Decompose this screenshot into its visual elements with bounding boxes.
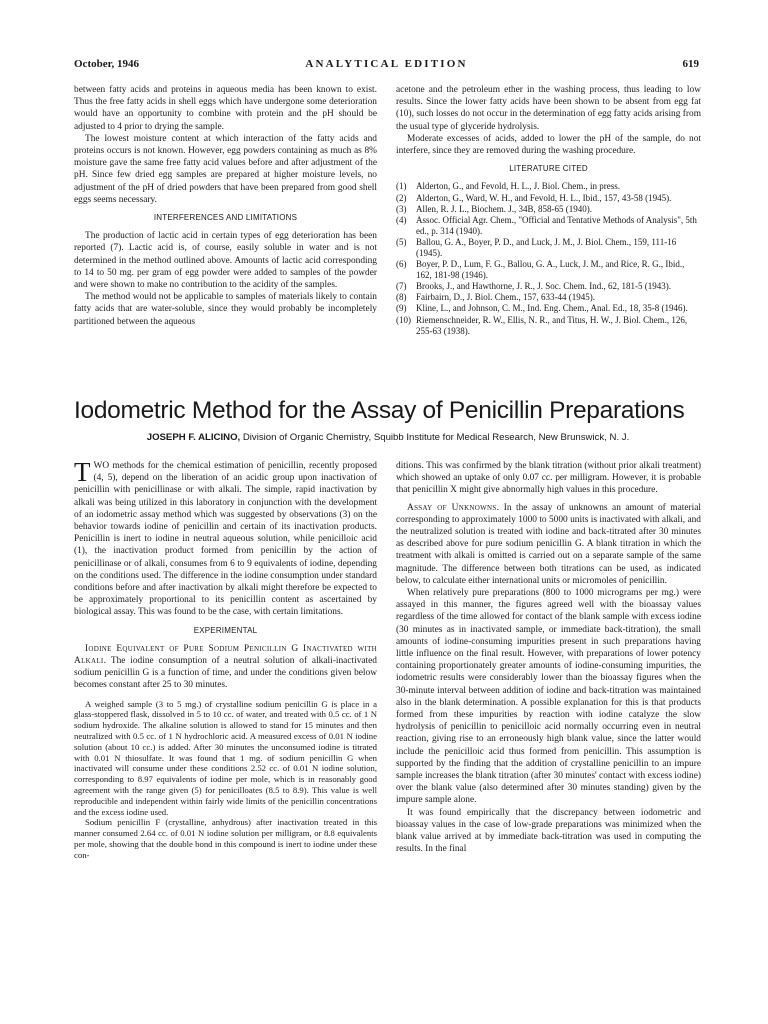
reference-text: Alderton, G., and Fevold, H. L., J. Biol. Chem., in press.: [416, 181, 620, 192]
reference-text: Riemenschneider, R. W., Ellis, N. R., and Titus, H. W., J. Biol. Chem., 126, 255-63 (1938).: [416, 314, 688, 336]
paragraph-iodine-equivalent: [74, 643, 377, 692]
run-in-heading: Assay of Unknowns.: [407, 502, 500, 513]
header-journal: ANALYTICAL EDITION: [305, 58, 468, 70]
reference-text: Boyer, P. D., Lum, F. G., Ballou, G. A., Luck, J. M., and Rice, R. G., Ibid., 162, 181-98 (1946).: [416, 259, 685, 281]
section-heading-interferences: INTERFERENCES AND LIMITATIONS: [153, 213, 298, 223]
paragraph: The lowest moisture content at which interaction of the fatty acids and proteins occurs is not known. However, egg powders containing as much as 8% moisture gave the same free fatty acid values before and after adjustment of the pH. Since few dried egg samples are prepared at higher moisture levels, no adjustment of the pH of dried powders that have been prepared from good shell eggs seems necessary.: [74, 133, 377, 205]
paragraph: When relatively pure preparations (800 to 1000 micrograms per mg.) were assayed in this manner, the figures agreed well with the bioassay values regardless of the time allowed for contact of the blank sample with excess iodine (30 minutes as in inactivated sample, or immediate back-titration), the small amounts of iodine-consuming impurities present in such preparations having little influence on the final result. However, with preparations of lower potency containing proportionately greater amounts of iodine-consuming impurities, the iodometric results were considerably lower than the bioassay figures when the 30-minute interval between addition of iodine and back-titration was maintained also in the blank determination. A possible explanation for this is that products formed from these impurities by reaction with iodine catalyze the slow hydrolysis of penicillin to penicilloic acid normally occurring even in neutral reaction, giving rise to an erroneously high blank value, since the latter would include the penicilloic acid thus formed from penicillin. This assumption is supported by the finding that the addition of crystalline penicillin to an impure sample increases the blank titration (after 30 minutes' contact with excess iodine) over the blank value (also determined after 30 minutes standing) given by the impure sample alone.: [396, 588, 701, 806]
reference-text: Kline, L., and Johnson, C. M., Ind. Eng. Chem., Anal. Ed., 18, 35-8 (1946).: [416, 303, 688, 314]
running-header: [74, 58, 699, 74]
paragraph: The method would not be applicable to samples of materials likely to contain fatty acids that are water-soluble, since they would probably be incompletely partitioned between the aqueous: [74, 292, 377, 327]
reference-item: [396, 315, 701, 337]
article-column-right: [396, 460, 701, 856]
reference-list: [396, 181, 701, 336]
reference-text: Allen, R. J. L., Biochem. J., 34B, 858-65 (1940).: [416, 203, 592, 214]
article-byline: [74, 432, 702, 443]
reference-item: [396, 292, 701, 303]
procedure-paragraph: A weighed sample (3 to 5 mg.) of crystalline sodium penicillin G is place in a glass-stoppered flask, dissolved in 5 to 10 cc. of water, and treated with 0.5 cc. of 1 N sodium hydroxide. The alkaline solution is allowed to stand for 15 minutes and then neutralized with 0.5 cc. of 1 N hydrochloric acid. A measured excess of 0.01 N iodine solution (about 10 cc.) is added. After 30 minutes the unconsumed iodine is titrated with 0.01 N thiosulfate. It was found that 1 mg. of sodium penicillin G when inactivated will consume under these conditions 2.52 cc. of 0.01 N iodine solution, corresponding to 8.97 equivalents of iodine per mole, which is in reasonably good agreement with the range given (5) for penicilloates (8.5 to 8.9). This value is well reproducible and independent within fairly wide limits of the penicillin concentrations and the excess iodine used.: [74, 698, 377, 817]
reference-item: [396, 281, 701, 292]
paragraph: acetone and the petroleum ether in the washing process, thus leading to low results. Since the lower fatty acids have been shown to be absent from egg fat (10), such losses do not occur in the determination of egg fatty acids arising from the usual type of glyceride hydrolysis.: [396, 85, 701, 132]
reference-number: (8): [396, 292, 407, 303]
section-heading-literature-cited: LITERATURE CITED: [509, 164, 588, 174]
paragraph-text: In the assay of unknowns an amount of material corresponding to approximately 1000 to 5000 units is inactivated with alkali, and the neutralized solution is treated with iodine and back-titrated after 30 minutes as described above for pure sodium penicillin G. A blank titration in which the treatment with alkali is omitted is carried out on a separate sample of the same magnitude. The difference between both titrations can be used, as indicated below, to calculate either international units or micromoles of penicillin.: [396, 502, 701, 586]
paragraph: The production of lactic acid in certain types of egg deterioration has been reported (7). Lactic acid is, of course, easily soluble in water and is not determined in the method outlined above. Amounts of lactic acid corresponding to 14 to 50 mg. per gram of egg powder were added to samples of the powder and were shown to make no contribution to the acidity of the samples.: [74, 231, 377, 291]
reference-item: [396, 237, 701, 259]
author-name: JOSEPH F. ALICINO,: [146, 432, 241, 443]
reference-item: [396, 204, 701, 215]
intro-paragraph: [74, 457, 377, 619]
prev-article-column-left: [74, 84, 377, 328]
paragraph-text: The iodine consumption of a neutral solution of alkali-inactivated sodium penicillin G is a function of time, and under the conditions given below becomes constant after 25 to 30 minutes.: [74, 656, 377, 691]
paragraph: Moderate excesses of acids, added to lower the pH of the sample, do not interfere, since they are removed during the washing procedure.: [396, 133, 701, 157]
reference-number: (9): [396, 303, 407, 314]
reference-text: Assoc. Official Agr. Chem., "Official and Tentative Methods of Analysis", 5th ed., p. 314 (1940).: [416, 214, 697, 236]
paragraph: It was found empirically that the discrepancy between iodometric and bioassay values in the case of low-grade preparations was minimized when the blank value arrived at by immediate back-titration was used in computing the results. In the final: [396, 807, 701, 855]
reference-number: (4): [396, 214, 407, 225]
header-date: October, 1946: [74, 58, 139, 70]
reference-number: (6): [396, 259, 407, 270]
reference-number: (10): [396, 314, 411, 325]
reference-number: (3): [396, 203, 407, 214]
reference-number: (2): [396, 192, 407, 203]
paragraph-assay-of-unknowns: [396, 502, 701, 587]
reference-number: (1): [396, 181, 407, 192]
article-title: Iodometric Method for the Assay of Penicillin Preparations: [74, 397, 685, 424]
prev-article-column-right: [396, 84, 701, 337]
drop-cap: T: [74, 457, 91, 487]
reference-item: [396, 259, 701, 281]
reference-item: [396, 181, 701, 192]
header-page-number: 619: [682, 58, 699, 70]
run-in-heading: Iodine Equivalent of Pure Sodium Penicillin G Inactivated with Alkali.: [74, 643, 377, 667]
reference-item: [396, 215, 701, 237]
article-column-left: [74, 457, 377, 861]
procedure-paragraph: Sodium penicillin F (crystalline, anhydrous) after inactivation treated in this manner consumed 2.64 cc. of 0.01 N iodine solution per milligram, or 8.8 equivalents per mole, showing that the double bond in this compound is inert to iodine under these con-: [74, 817, 377, 860]
reference-number: (5): [396, 236, 407, 247]
section-heading-experimental: EXPERIMENTAL: [193, 625, 258, 635]
reference-text: Fairbairn, D., J. Biol. Chem., 157, 633-44 (1945).: [416, 292, 595, 303]
intro-text: WO methods for the chemical estimation of penicillin, recently proposed (4, 5), depend on the liberation of an acidic group upon inactivation of penicillin with penicillinase or with alkali. The simple, rapid inactivation by alkali was being utilized in this laboratory in conjunction with the development of an iodometric assay method which was suggested by observations (3) on the behavior towards iodine of penicillin and certain of its inactivation products. Penicillin is inert to iodine in neutral aqueous solution, while penicilloic acid (1), the inactivation product formed from penicillin by the action of penicillinase or of alkali, consumes from 6 to 9 equivalents of iodine, depending on the conditions used. The difference in the iodine consumption under standard conditions before and after inactivation by alkali might therefore be expected to be approximately proportional to its penicillin content as ascertained by biological assay. This was found to be the case, with certain limitations.: [74, 461, 377, 618]
reference-item: [396, 193, 701, 204]
paragraph: between fatty acids and proteins in aqueous media has been known to exist. Thus the free fatty acids in shell eggs which have undergone some deterioration would have an opportunity to combine with protein and the pH should be adjusted to 4 prior to drying the sample.: [74, 85, 377, 132]
reference-text: Ballou, G. A., Boyer, P. D., and Luck, J. M., J. Biol. Chem., 159, 111-16 (1945).: [416, 236, 677, 258]
reference-text: Alderton, G., Ward, W. H., and Fevold, H. L., Ibid., 157, 43-58 (1945).: [416, 192, 672, 203]
reference-text: Brooks, J., and Hawthorne, J. R., J. Soc. Chem. Ind., 62, 181-5 (1943).: [416, 281, 671, 292]
reference-number: (7): [396, 281, 407, 292]
paragraph: ditions. This was confirmed by the blank titration (without prior alkali treatment) which showed an uptake of only 0.07 cc. per milligram. However, it is probable that penicillin X might give abnormally high values in this procedure.: [396, 461, 701, 496]
reference-item: [396, 303, 701, 314]
author-affiliation: Division of Organic Chemistry, Squibb Institute for Medical Research, New Brunswick, N. J.: [242, 432, 630, 443]
